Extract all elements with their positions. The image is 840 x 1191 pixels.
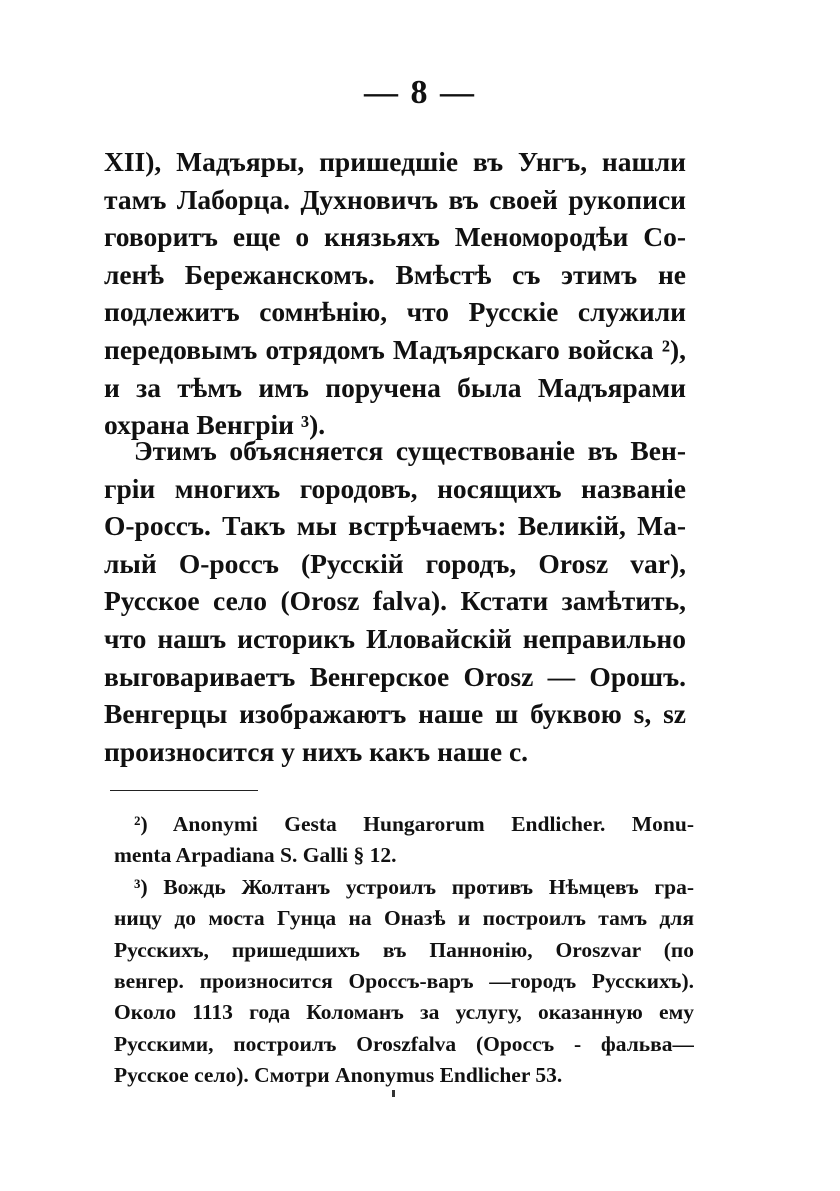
text-line: Русское село (Orosz falva). Кстати замѣтить, — [104, 585, 686, 617]
text-line: выговариваетъ Венгерское Orosz — Орошъ. — [104, 660, 686, 692]
footnote-line: ницу до моста Гунца на Оназѣ и построилъ тамъ для — [114, 906, 694, 931]
text-line: что нашъ историкъ Иловайскій неправильно — [104, 622, 686, 654]
footnotes — [114, 809, 694, 1092]
footnote-line: Русскими, построилъ Oroszfalva (Ороссъ - фальва— — [114, 1031, 694, 1056]
text-line: О-россъ. Такъ мы встрѣчаемъ: Великій, Ма- — [104, 510, 686, 542]
text-line: передовымъ отрядомъ Мадъярскаго войска ²), — [104, 333, 686, 365]
text-line: гріи многихъ городовъ, носящихъ названіе — [104, 472, 686, 504]
text-line: тамъ Лаборца. Духновичъ въ своей рукописи — [104, 183, 686, 215]
text-line: лый О-россъ (Русскій городъ, Orosz var), — [104, 547, 686, 579]
footnote-line: Русскихъ, пришедшихъ въ Паннонію, Oroszvar (по — [114, 937, 694, 962]
text-line: ленѣ Бережанскомъ. Вмѣстѣ съ этимъ не — [104, 258, 686, 290]
footnote-line: ³) Вождь Жолтанъ устроилъ противъ Нѣмцевъ гра- — [134, 874, 694, 899]
footnote-line: menta Arpadiana S. Galli § 12. — [114, 843, 397, 868]
print-speck — [392, 1090, 395, 1097]
footnote-line: Русское село). Смотри Anonymus Endlicher 53. — [114, 1063, 563, 1088]
text-line: Этимъ объясняется существованіе въ Вен- — [134, 435, 686, 466]
text-line: и за тѣмъ имъ поручена была Мадъярами — [104, 371, 686, 403]
footnote-line: Около 1113 года Коломанъ за услугу, оказанную ему — [114, 1000, 694, 1025]
text-line: произносится у нихъ какъ наше с. — [104, 735, 529, 767]
footnote-divider — [110, 790, 258, 791]
text-line: охрана Венгріи ³). — [104, 409, 326, 441]
page-number: — 8 — — [364, 74, 476, 111]
footnote-line: ²) Anonymi Gesta Hungarorum Endlicher. Monu- — [134, 812, 694, 836]
text-line: подлежитъ сомнѣнію, что Русскіе служили — [104, 296, 686, 328]
text-line: Венгерцы изображаютъ наше ш буквою s, sz — [104, 698, 686, 730]
footnote-line: венгер. произносится Ороссъ-варъ —городъ Русскихъ). — [114, 968, 694, 993]
paragraph-2 — [104, 432, 686, 770]
paragraph-1 — [104, 143, 686, 444]
text-line: говоритъ еще о князьяхъ Меномородѣи Со- — [104, 221, 686, 253]
text-line: XII), Мадъяры, пришедшіе въ Унгъ, нашли — [104, 146, 686, 177]
